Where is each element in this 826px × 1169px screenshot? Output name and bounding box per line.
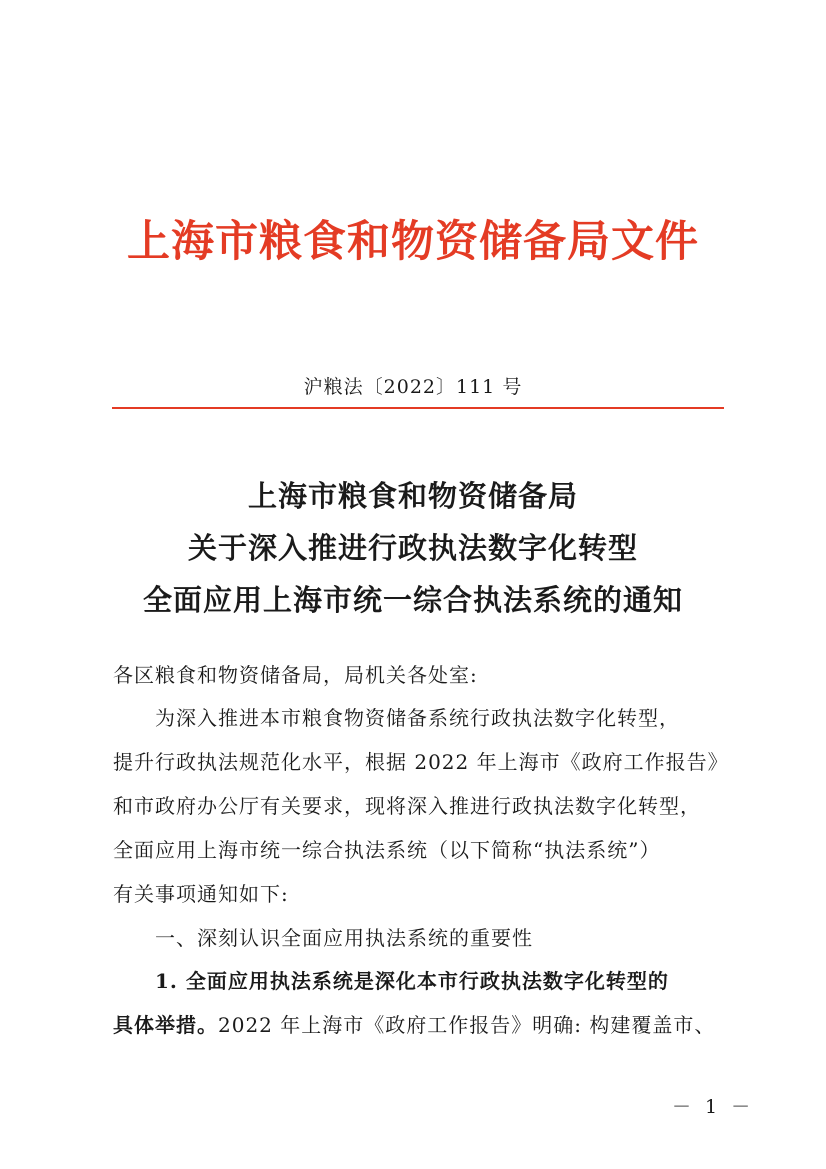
body-line-3: 和市政府办公厅有关要求，现将深入推进行政执法数字化转型， [113, 794, 701, 818]
item-1-line-2 [113, 1009, 715, 1038]
document-issuer-title: 上海市粮食和物资储备局文件 [127, 217, 699, 267]
red-divider-line [112, 407, 724, 409]
salutation: 各区粮食和物资储备局，局机关各处室: [113, 663, 478, 687]
body-line-4: 全面应用上海市统一综合执法系统（以下简称“执法系统”） [113, 838, 661, 862]
item-1-bold-line-2: 具体举措。 [113, 1013, 218, 1037]
body-line-2: 提升行政执法规范化水平，根据 2022 年上海市《政府工作报告》 [113, 750, 729, 774]
section-heading-1: 一、深刻认识全面应用执法系统的重要性 [155, 926, 533, 950]
page-number: － 1 － [672, 1096, 755, 1118]
notice-title-line-2: 关于深入推进行政执法数字化转型 [187, 531, 638, 565]
notice-title-line-1: 上海市粮食和物资储备局 [247, 479, 578, 513]
notice-title-line-3: 全面应用上海市统一综合执法系统的通知 [142, 583, 683, 617]
item-1-bold-line-1: 1. 全面应用执法系统是深化本市行政执法数字化转型的 [155, 969, 669, 993]
item-1-rest: 2022 年上海市《政府工作报告》明确: 构建覆盖市、 [218, 1013, 716, 1037]
body-line-5: 有关事项通知如下: [113, 882, 289, 906]
document-number: 沪粮法〔2022〕111 号 [303, 376, 523, 398]
body-line-1: 为深入推进本市粮食物资储备系统行政执法数字化转型， [155, 706, 680, 730]
